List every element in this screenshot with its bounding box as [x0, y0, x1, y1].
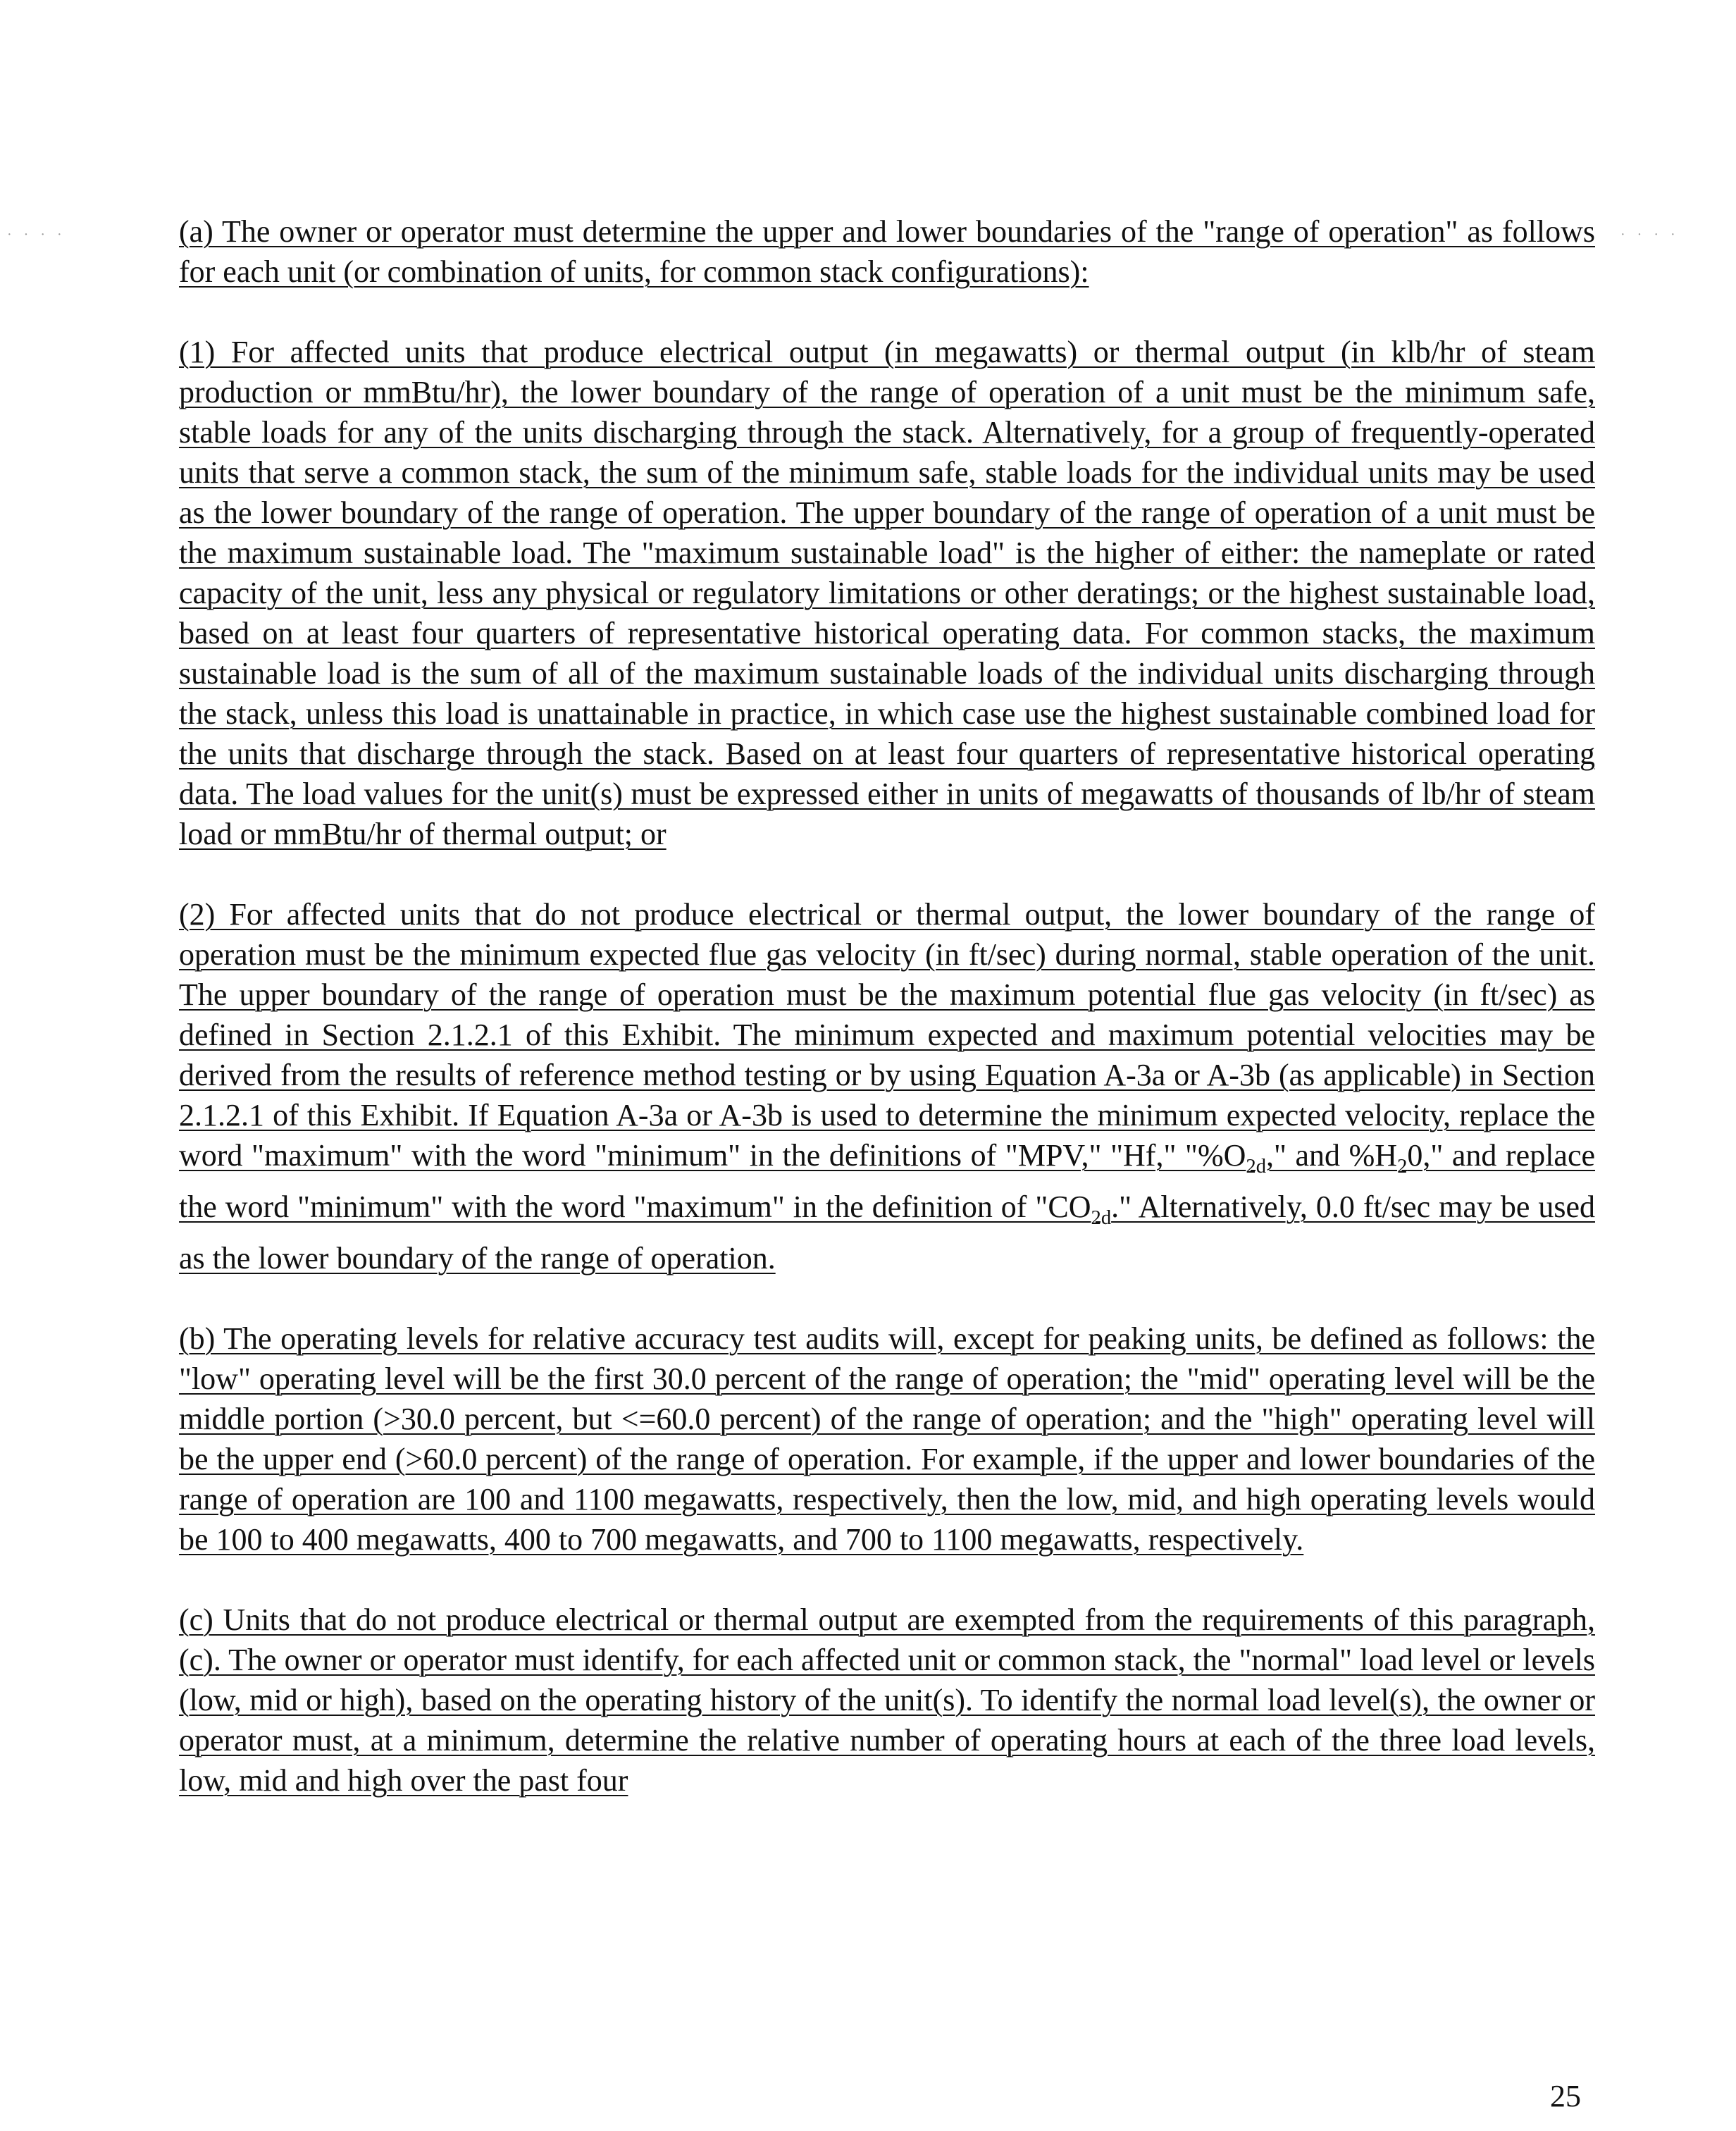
- paragraph-a2-text: ," and %H: [1265, 1138, 1398, 1173]
- page-number: 25: [1550, 2079, 1581, 2113]
- paragraph-a2-text: (2) For affected units that do not produce electrical or thermal output, the lower boundary of the range of operation must be the minimum expected flue gas velocity (in ft/sec) during normal, stable operation of the unit. The upper boundary of the range of operation must be the maximum potential flue gas velocity (in ft/sec) as defined in Section 2.1.2.1 of this Exhibit. The minimum expected and maximum potential velocities may be derived from the results of reference method testing or by using Equation A-3a or A-3b (as applicable) in Section 2.1.2.1 of this Exhibit. If Equation A-3a or A-3b is used to determine the minimum expected velocity, replace the word "maximum" with the word "minimum" in the definitions of "MPV," "Hf," "%O: [179, 897, 1595, 1173]
- scan-artifact: · · · ·: [7, 227, 66, 242]
- paragraph-a2-text: 0," and replace the word "minimum" with the word "maximum" in the definition of "CO: [179, 1138, 1596, 1224]
- paragraph-c: (c) Units that do not produce electrical or thermal output are exempted from the requirements of this paragraph, (c). The owner or operator must identify, for each affected unit or common stack, the "normal" load level or levels (low, mid or high), based on the operating history of the unit(s). To identify the normal load level(s), the owner or operator must, at a minimum, determine the relative number of operating hours at each of the three load levels, low, mid and high over the past four: [179, 1602, 1595, 1798]
- subscript: 2d: [1091, 1206, 1112, 1229]
- paragraph-a: (a) The owner or operator must determine the upper and lower boundaries of the "range of operation" as follows for each unit (or combination of units, for common stack configurations):: [179, 214, 1595, 289]
- subscript: 2: [1397, 1155, 1408, 1178]
- document-body: [179, 211, 1595, 1800]
- paragraph-a1: (1) For affected units that produce electrical output (in megawatts) or thermal output (in klb/hr of steam production or mmBtu/hr), the lower boundary of the range of operation of a unit must be the minimum safe, stable loads for any of the units discharging through the stack. Alternatively, for a group of frequently-operated units that serve a common stack, the sum of the minimum safe, stable loads for the individual units may be used as the lower boundary of the range of operation. The upper boundary of the range of operation of a unit must be the maximum sustainable load. The "maximum sustainable load" is the higher of either: the nameplate or rated capacity of the unit, less any physical or regulatory limitations or other deratings; or the highest sustainable load, based on at least four quarters of representative historical operating data. For common stacks, the maximum sustainable load is the sum of all of the maximum sustainable loads of the individual units discharging through the stack, unless this load is unattainable in practice, in which case use the highest sustainable combined load for the units that discharge through the stack. Based on at least four quarters of representative historical operating data. The load values for the unit(s) must be expressed either in units of megawatts of thousands of lb/hr of steam load or mmBtu/hr of thermal output; or: [179, 335, 1595, 851]
- paragraph-a2: [179, 894, 1595, 1278]
- paragraph-a2-text: ." Alternatively, 0.0 ft/sec may be used as the lower boundary of the range of operation.: [179, 1189, 1595, 1275]
- paragraph-b: (b) The operating levels for relative accuracy test audits will, except for peaking units, be defined as follows: the "low" operating level will be the first 30.0 percent of the range of operation; the "mid" operating level will be the middle portion (>30.0 percent, but <=60.0 percent) of the range of operation; and the "high" operating level will be the upper end (>60.0 percent) of the range of operation. For example, if the upper and lower boundaries of the range of operation are 100 and 1100 megawatts, respectively, then the low, mid, and high operating levels would be 100 to 400 megawatts, 400 to 700 megawatts, and 700 to 1100 megawatts, respectively.: [179, 1321, 1595, 1557]
- subscript: 2d: [1246, 1155, 1266, 1178]
- scan-artifact: · · · ·: [1620, 227, 1680, 242]
